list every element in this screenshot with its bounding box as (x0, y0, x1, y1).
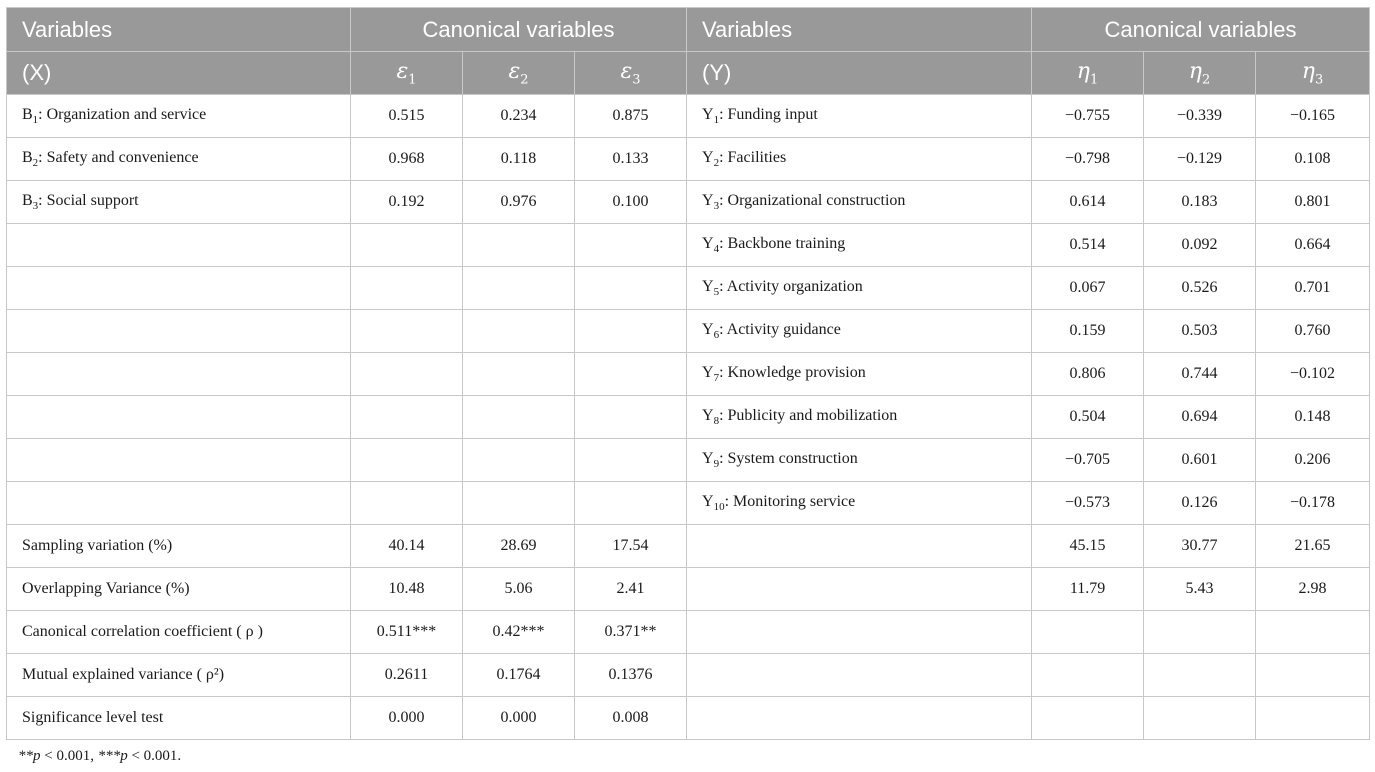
var-subscript: 6 (713, 329, 720, 342)
var-letter: Y (702, 277, 714, 295)
var-subscript: 1 (32, 114, 39, 127)
x-value-cell: 0.515 (351, 95, 463, 138)
summary-y-value-cell: 5.43 (1144, 568, 1256, 611)
summary-label-cell: Significance level test (7, 697, 351, 740)
summary-y-value-cell (1144, 697, 1256, 740)
y-variable-cell (687, 396, 1032, 439)
y-value-cell: 0.526 (1144, 267, 1256, 310)
header-variables-y: Variables (687, 8, 1032, 52)
y-value-cell: −0.798 (1032, 138, 1144, 181)
var-letter: Y (702, 105, 714, 123)
summary-y-empty-cell (687, 654, 1032, 697)
x-variable-cell (7, 310, 351, 353)
summary-x-value-cell: 10.48 (351, 568, 463, 611)
var-letter: Y (702, 191, 714, 209)
summary-y-empty-cell (687, 611, 1032, 654)
y-variable-cell (687, 95, 1032, 138)
summary-x-value-cell: 0.000 (463, 697, 575, 740)
header-epsilon-2: $\varepsilon_2$ (463, 52, 575, 95)
y-value-cell: 0.159 (1032, 310, 1144, 353)
summary-y-value-cell (1144, 611, 1256, 654)
x-variable-cell (7, 181, 351, 224)
var-letter: B (22, 105, 33, 123)
summary-y-value-cell (1256, 654, 1370, 697)
y-value-cell: −0.165 (1256, 95, 1370, 138)
footnote: **p < 0.001, ***p < 0.001. (18, 748, 182, 764)
y-value-cell: 0.614 (1032, 181, 1144, 224)
summary-y-value-cell: 21.65 (1256, 525, 1370, 568)
y-variable-cell (687, 181, 1032, 224)
x-value-cell: 0.133 (575, 138, 687, 181)
summary-y-value-cell (1144, 654, 1256, 697)
y-value-cell: 0.744 (1144, 353, 1256, 396)
var-subscript: 10 (713, 501, 725, 514)
x-value-cell (351, 396, 463, 439)
y-variable-cell (687, 138, 1032, 181)
var-letter: B (22, 191, 33, 209)
x-variable-cell (7, 439, 351, 482)
y-value-cell: 0.601 (1144, 439, 1256, 482)
table-row (7, 267, 1370, 310)
summary-row (7, 697, 1370, 740)
summary-y-value-cell: 11.79 (1032, 568, 1144, 611)
summary-x-value-cell: 0.1376 (575, 654, 687, 697)
x-value-cell (575, 224, 687, 267)
x-value-cell (463, 396, 575, 439)
header-variables-x: Variables (7, 8, 351, 52)
y-variable-cell (687, 482, 1032, 525)
var-subscript: 8 (713, 415, 720, 428)
x-value-cell (463, 482, 575, 525)
var-subscript: 2 (713, 157, 720, 170)
x-value-cell: 0.118 (463, 138, 575, 181)
y-value-cell: −0.102 (1256, 353, 1370, 396)
summary-x-value-cell: 0.008 (575, 697, 687, 740)
summary-y-empty-cell (687, 697, 1032, 740)
var-subscript: 7 (713, 372, 720, 385)
table-body (7, 95, 1370, 740)
y-value-cell: −0.178 (1256, 482, 1370, 525)
x-variable-cell (7, 482, 351, 525)
var-letter: Y (702, 148, 714, 166)
y-value-cell: 0.206 (1256, 439, 1370, 482)
var-label: : Facilities (719, 148, 787, 166)
var-label: : Organizational construction (719, 191, 906, 209)
var-label: : Funding input (719, 105, 818, 123)
y-value-cell: −0.573 (1032, 482, 1144, 525)
header-canonical-y: Canonical variables (1032, 8, 1370, 52)
y-value-cell: −0.129 (1144, 138, 1256, 181)
var-label: : Backbone training (719, 234, 846, 252)
x-value-cell (575, 310, 687, 353)
table-row (7, 224, 1370, 267)
x-value-cell: 0.234 (463, 95, 575, 138)
header-eta-2: $\eta_2$ (1144, 52, 1256, 95)
summary-x-value-cell: 0.42*** (463, 611, 575, 654)
x-value-cell (575, 267, 687, 310)
summary-x-value-cell: 28.69 (463, 525, 575, 568)
y-value-cell: 0.108 (1256, 138, 1370, 181)
x-value-cell (351, 224, 463, 267)
y-value-cell: 0.183 (1144, 181, 1256, 224)
summary-row (7, 525, 1370, 568)
y-variable-cell (687, 439, 1032, 482)
y-value-cell: 0.694 (1144, 396, 1256, 439)
var-subscript: 9 (713, 458, 720, 471)
y-value-cell: 0.806 (1032, 353, 1144, 396)
summary-x-value-cell: 5.06 (463, 568, 575, 611)
var-letter: Y (702, 492, 714, 510)
x-value-cell (575, 396, 687, 439)
summary-row (7, 654, 1370, 697)
header-row-2 (7, 52, 1370, 95)
x-value-cell (351, 353, 463, 396)
y-value-cell: −0.705 (1032, 439, 1144, 482)
var-letter: Y (702, 449, 714, 467)
y-value-cell: 0.514 (1032, 224, 1144, 267)
var-label: : Safety and convenience (38, 148, 199, 166)
summary-label-cell: Overlapping Variance (%) (7, 568, 351, 611)
x-variable-cell (7, 353, 351, 396)
summary-y-empty-cell (687, 568, 1032, 611)
y-value-cell: 0.801 (1256, 181, 1370, 224)
x-value-cell (463, 310, 575, 353)
var-label: : Activity organization (719, 277, 863, 295)
summary-x-value-cell: 2.41 (575, 568, 687, 611)
var-label: : Social support (38, 191, 139, 209)
x-value-cell: 0.968 (351, 138, 463, 181)
var-letter: Y (702, 320, 714, 338)
var-letter: Y (702, 234, 714, 252)
x-value-cell (351, 482, 463, 525)
header-epsilon-1: $\varepsilon_1$ (351, 52, 463, 95)
header-eta-3: $\eta_3$ (1256, 52, 1370, 95)
var-subscript: 4 (713, 243, 720, 256)
y-value-cell: 0.126 (1144, 482, 1256, 525)
y-variable-cell (687, 353, 1032, 396)
x-value-cell (575, 353, 687, 396)
summary-x-value-cell: 0.000 (351, 697, 463, 740)
summary-y-value-cell: 30.77 (1144, 525, 1256, 568)
x-value-cell (351, 439, 463, 482)
summary-row (7, 568, 1370, 611)
table-row (7, 353, 1370, 396)
y-variable-cell (687, 310, 1032, 353)
summary-y-value-cell: 45.15 (1032, 525, 1144, 568)
y-value-cell: 0.503 (1144, 310, 1256, 353)
var-letter: Y (702, 363, 714, 381)
header-canonical-x: Canonical variables (351, 8, 687, 52)
x-variable-cell (7, 396, 351, 439)
table-row (7, 396, 1370, 439)
table-row (7, 310, 1370, 353)
summary-y-value-cell: 2.98 (1256, 568, 1370, 611)
table-row (7, 439, 1370, 482)
y-value-cell: 0.504 (1032, 396, 1144, 439)
x-value-cell (351, 267, 463, 310)
header-eta-1: $\eta_1$ (1032, 52, 1144, 95)
summary-x-value-cell: 0.2611 (351, 654, 463, 697)
summary-x-value-cell: 17.54 (575, 525, 687, 568)
summary-y-value-cell (1032, 611, 1144, 654)
x-value-cell: 0.100 (575, 181, 687, 224)
x-value-cell (463, 267, 575, 310)
header-epsilon-3: $\varepsilon_3$ (575, 52, 687, 95)
y-variable-cell (687, 224, 1032, 267)
table-row (7, 95, 1370, 138)
summary-label-cell: Mutual explained variance ( ρ²) (7, 654, 351, 697)
header-y-label: (Y) (687, 52, 1032, 95)
summary-row (7, 611, 1370, 654)
y-value-cell: 0.148 (1256, 396, 1370, 439)
summary-y-value-cell (1032, 654, 1144, 697)
var-letter: B (22, 148, 33, 166)
x-value-cell: 0.976 (463, 181, 575, 224)
x-variable-cell (7, 224, 351, 267)
summary-y-value-cell (1256, 611, 1370, 654)
summary-y-value-cell (1256, 697, 1370, 740)
var-label: : Organization and service (38, 105, 207, 123)
x-variable-cell (7, 95, 351, 138)
y-value-cell: −0.339 (1144, 95, 1256, 138)
var-label: : Monitoring service (724, 492, 856, 510)
table-row (7, 181, 1370, 224)
summary-label-cell: Sampling variation (%) (7, 525, 351, 568)
summary-y-empty-cell (687, 525, 1032, 568)
x-value-cell: 0.192 (351, 181, 463, 224)
summary-x-value-cell: 40.14 (351, 525, 463, 568)
var-label: : Publicity and mobilization (719, 406, 898, 424)
y-value-cell: 0.067 (1032, 267, 1144, 310)
summary-y-value-cell (1032, 697, 1144, 740)
var-letter: Y (702, 406, 714, 424)
var-subscript: 3 (713, 200, 720, 213)
header-row-1 (7, 8, 1370, 52)
y-value-cell: 0.092 (1144, 224, 1256, 267)
x-variable-cell (7, 138, 351, 181)
table-row (7, 138, 1370, 181)
x-value-cell (463, 353, 575, 396)
summary-x-value-cell: 0.1764 (463, 654, 575, 697)
var-subscript: 2 (32, 157, 39, 170)
var-subscript: 5 (713, 286, 720, 299)
var-subscript: 3 (32, 200, 39, 213)
var-label: : Knowledge provision (719, 363, 866, 381)
canonical-correlation-table (6, 7, 1370, 740)
y-value-cell: 0.701 (1256, 267, 1370, 310)
x-value-cell (463, 439, 575, 482)
var-label: : Activity guidance (719, 320, 841, 338)
x-value-cell: 0.875 (575, 95, 687, 138)
summary-x-value-cell: 0.511*** (351, 611, 463, 654)
x-value-cell (463, 224, 575, 267)
x-value-cell (575, 439, 687, 482)
summary-label-cell: Canonical correlation coefficient ( ρ ) (7, 611, 351, 654)
table-row (7, 482, 1370, 525)
var-label: : System construction (719, 449, 858, 467)
y-value-cell: 0.664 (1256, 224, 1370, 267)
y-variable-cell (687, 267, 1032, 310)
x-value-cell (351, 310, 463, 353)
summary-x-value-cell: 0.371** (575, 611, 687, 654)
x-value-cell (575, 482, 687, 525)
y-value-cell: 0.760 (1256, 310, 1370, 353)
header-x-label: (X) (7, 52, 351, 95)
x-variable-cell (7, 267, 351, 310)
var-subscript: 1 (713, 114, 720, 127)
y-value-cell: −0.755 (1032, 95, 1144, 138)
